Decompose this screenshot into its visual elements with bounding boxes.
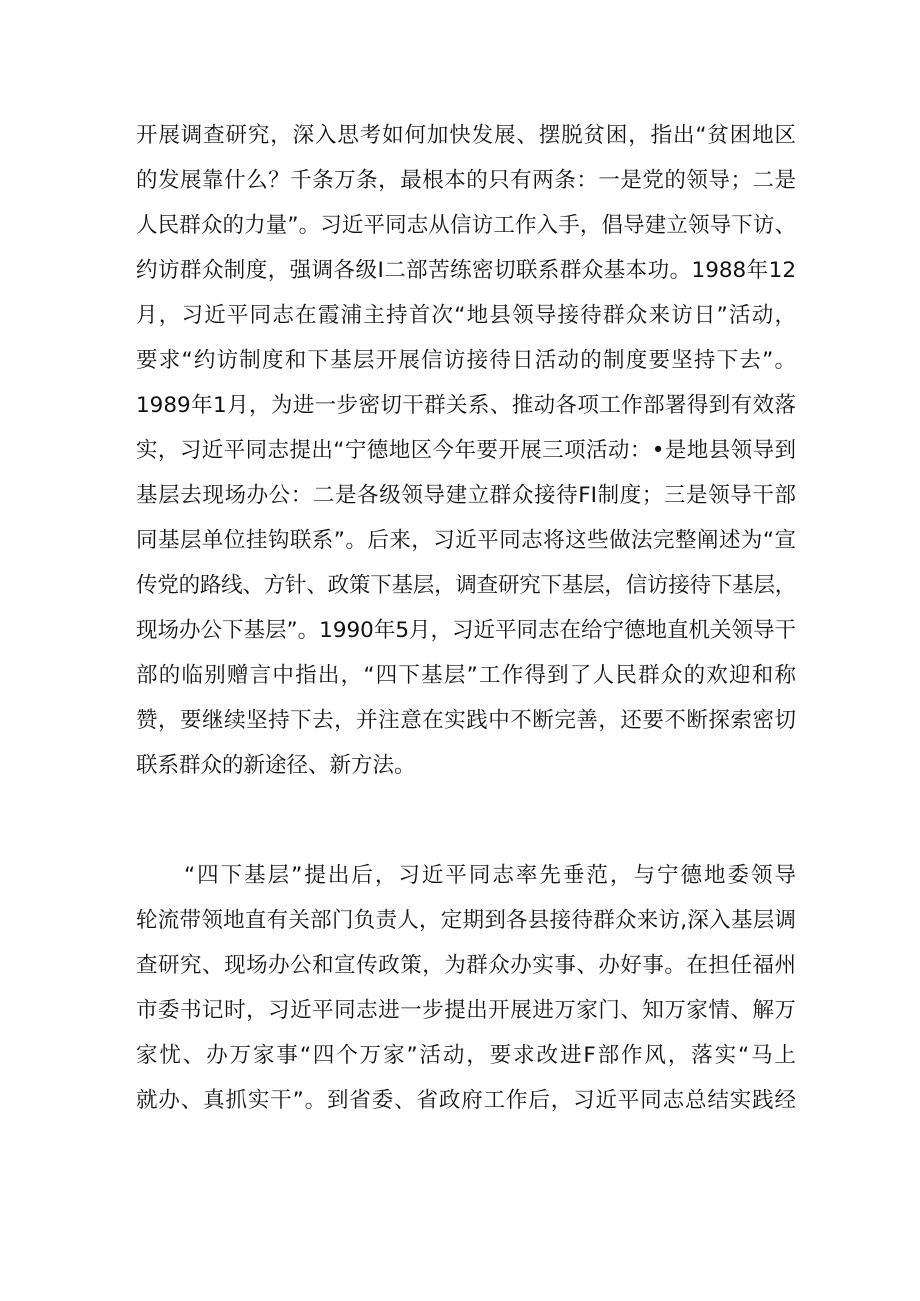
text-line: 家忧、办万家事“四个万家”活动，要求改进F部作风，落实“马上 [136,1043,796,1068]
text-line: 部的临别赠言中指出，“四下基层”工作得到了人民群众的欢迎和称 [136,663,796,688]
text-line: 要求“约访制度和下基层开展信访接待日活动的制度要坚持下去”。 [136,348,796,373]
text-line: 的发展靠什么？千条万条，最根本的只有两条：一是党的领导；二是 [136,168,796,193]
text-line: 1989年1月，为进一步密切干群关系、推动各项工作部署得到有效落 [136,393,796,418]
text-line: 市委书记时，习近平同志进一步提出开展进万家门、知万家情、解万 [136,998,796,1023]
text-line: 轮流带领地直有关部门负责人，定期到各县接待群众来访,深入基层调 [136,908,796,933]
text-line: 赞，要继续坚持下去，并注意在实践中不断完善，还要不断探索密切 [136,708,796,733]
text-line: 月，习近平同志在霞浦主持首次“地县领导接待群众来访日”活动， [136,303,796,328]
text-line: 基层去现场办公：二是各级领导建立群众接待FI制度；三是领导干部 [136,483,796,508]
text-line: 约访群众制度，强调各级I二部苦练密切联系群众基本功。1988年12 [136,258,796,283]
text-line: 联系群众的新途径、新方法。 [136,753,416,778]
paragraph-1 [136,113,796,788]
text-line: 开展调查研究，深入思考如何加快发展、摆脱贫困，指出“贫困地区 [136,123,796,148]
text-line: 同基层单位挂钩联系”。后来，习近平同志将这些做法完整阐述为“宣 [136,528,796,553]
text-line: 传党的路线、方针、政策下基层，调查研究下基层，信访接待下基层， [136,573,796,598]
paragraph-2 [136,853,796,1123]
text-line: 实，习近平同志提出“宁德地区今年要开展三项活动：•是地县领导到 [136,438,796,463]
text-line: “四下基层”提出后，习近平同志率先垂范，与宁德地委领导 [184,863,796,888]
text-line: 就办、真抓实干”。到省委、省政府工作后，习近平同志总结实践经 [136,1088,796,1113]
text-line: 现场办公下基层”。1990年5月，习近平同志在给宁德地直机关领导干 [136,618,797,643]
text-line: 人民群众的力量”。习近平同志从信访工作入手，倡导建立领导下访、 [136,213,796,238]
text-line: 查研究、现场办公和宣传政策，为群众办实事、办好事。在担任福州 [136,953,796,978]
